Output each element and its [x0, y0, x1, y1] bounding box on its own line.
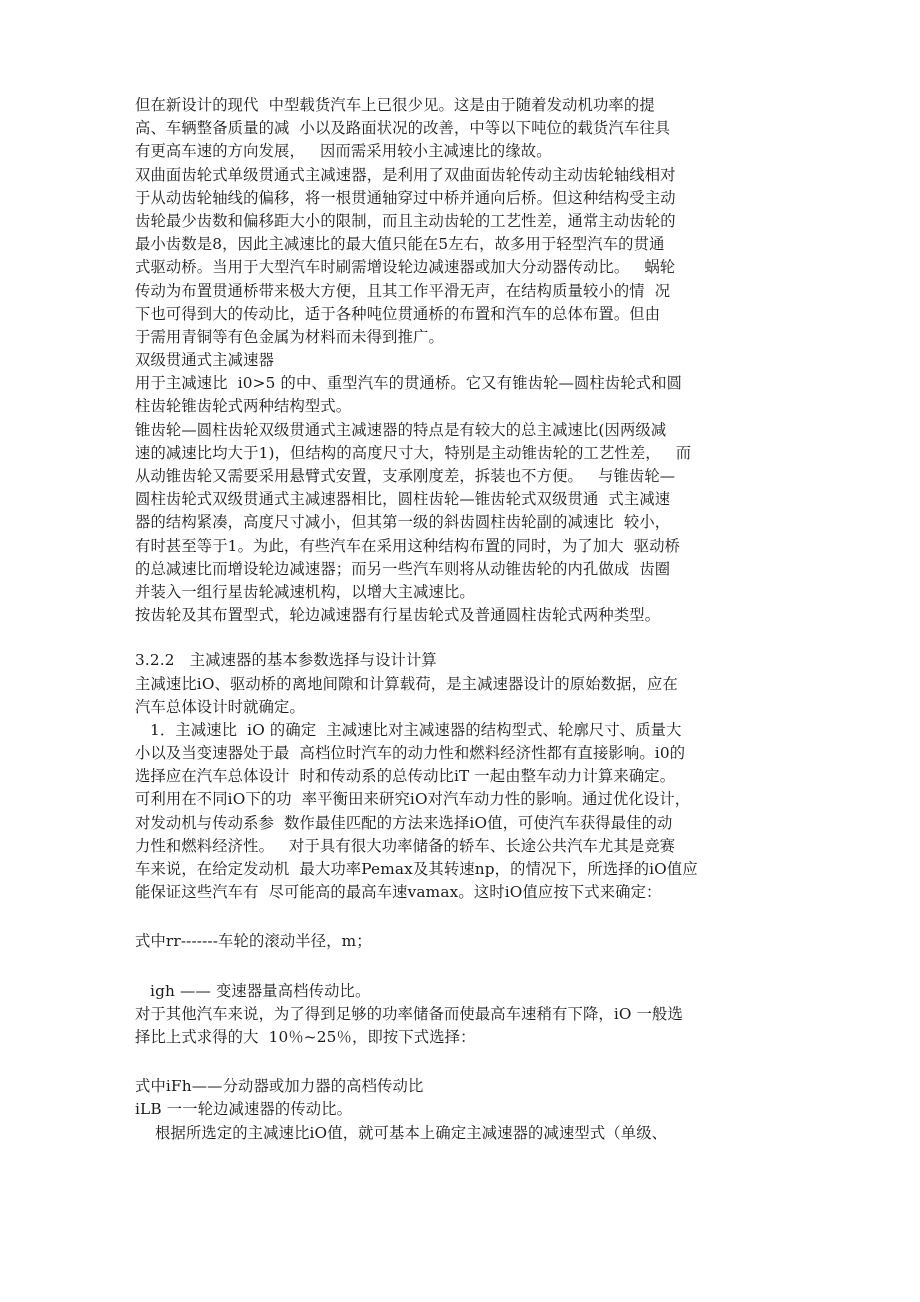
text-line: 汽车总体设计时就确定。: [135, 697, 305, 716]
formula-space-2: [135, 1049, 800, 1075]
text-line: 对发动机与传动系参 数作最佳匹配的方法来选择iO值，可使汽车获得最佳的动: [135, 813, 673, 832]
text-line: 用于主减速比 i0>5 的中、重型汽车的贯通桥。它又有锥齿轮—圆柱齿轮式和圆: [135, 374, 683, 393]
text-line: 并装入一组行星齿轮减速机构，以增大主减速比。: [135, 582, 475, 601]
text-line: 有更高车速的方向发展， 因而需采用较小主减速比的缘故。: [135, 142, 552, 161]
text-line: 圆柱齿轮式双级贯通式主减速器相比，圆柱齿轮—锥齿轮式双级贯通 式主减速: [135, 490, 671, 509]
document-page: [135, 94, 800, 1145]
text-line: 高、车辆整备质量的减 小以及路面状况的改善，中等以下吨位的载货汽车往具: [135, 119, 671, 138]
text-line: 的总减速比而增设轮边减速器；而另一些汽车则将从动锥齿轮的内孔做成 齿圈: [135, 559, 671, 578]
text-line: 传动为布置贯通桥带来极大方便，且其工作平滑无声，在结构质量较小的情 况: [135, 281, 671, 300]
text-line: 小以及当变速器处于最 高档位时汽车的动力性和燃料经济性都有直接影响。i0的: [135, 744, 686, 763]
text-line: 于从动齿轮轴线的偏移，将一根贯通轴穿过中桥并通向后桥。但这种结构受主动: [135, 188, 676, 207]
text-line: 齿轮最少齿数和偏移距大小的限制，而且主动齿轮的工艺性差，通常主动齿轮的: [135, 211, 676, 230]
text-line: 从动锥齿轮又需要采用悬臂式安置，支承刚度差，拆装也不方便。 与锥齿轮—: [135, 467, 676, 485]
text-line: 下也可得到大的传动比，适于各种吨位贯通桥的布置和汽车的总体布置。但由: [135, 304, 661, 323]
text-line: 主减速比iO、驱动桥的离地间隙和计算载荷，是主减速器设计的原始数据，应在: [135, 674, 678, 693]
spacer: [135, 954, 800, 980]
formula-note-ifh: 式中iFh——分动器或加力器的高档传动比: [135, 1077, 424, 1096]
formula-space-1: [135, 904, 800, 930]
text-line: 对于其他汽车来说，为了得到足够的功率储备而使最高车速稍有下降，iO 一般选: [135, 1004, 683, 1023]
text-line: 双曲面齿轮式单级贯通式主减速器，是利用了双曲面齿轮传动主动齿轮轴线相对: [135, 165, 676, 184]
text-line: 速的减速比均大于1)，但结构的高度尺寸大，特别是主动锥齿轮的工艺性差， 而: [135, 443, 692, 462]
text-line: 但在新设计的现代 中型载货汽车上已很少见。这是由于随着发动机功率的提: [135, 96, 655, 114]
text-line: 可利用在不同iO下的功 率平衡田来研究iO对汽车动力性的影响。通过优化设计，: [135, 790, 691, 809]
formula-note-igh: igh —— 变速器量高档传动比。: [135, 981, 371, 1000]
text-line: 最小齿数是8，因此主减速比的最大值只能在5左右，故多用于轻型汽车的贯通: [135, 235, 665, 254]
text-line: 式驱动桥。当用于大型汽车时刷需增设轮边减速器或加大分动器传动比。 蜗轮: [135, 258, 676, 277]
paragraph-block-2: [135, 673, 800, 905]
text-line: 锥齿轮—圆柱齿轮双级贯通式主减速器的特点是有较大的总主减速比(因两级减: [135, 420, 667, 439]
text-line: 器的结构紧凑，高度尺寸减小，但其第一级的斜齿圆柱齿轮副的减速比 较小，: [135, 513, 671, 532]
section-heading: 3.2.2 主减速器的基本参数选择与设计计算: [135, 651, 437, 670]
text-line: 力性和燃料经济性。 对于具有很大功率储备的轿车、长途公共汽车尤其是竞赛: [135, 836, 676, 855]
text-line: 双级贯通式主减速器: [135, 351, 275, 370]
last-line: 根据所选定的主减速比iO值，就可基本上确定主减速器的减速型式（单级、: [135, 1123, 668, 1142]
text-line: 能保证这些汽车有 尽可能高的最高车速vamax。这时iO值应按下式来确定：: [135, 883, 662, 902]
text-line: 柱齿轮锥齿轮式两种结构型式。: [135, 397, 352, 416]
text-line: 于需用青铜等有色金属为材料而未得到推广。: [135, 327, 444, 346]
spacer: [135, 627, 800, 649]
text-line: 选择应在汽车总体设计 时和传动系的总传动比iT 一起由整车动力计算来确定。: [135, 767, 676, 786]
paragraph-block-3: [135, 1003, 800, 1049]
text-line: 按齿轮及其布置型式，轮边减速器有行星齿轮式及普通圆柱齿轮式两种类型。: [135, 606, 661, 625]
formula-note-rr: 式中rr-------车轮的滚动半径，m；: [135, 932, 372, 951]
text-line: 1．主减速比 iO 的确定 主减速比对主减速器的结构型式、轮廓尺寸、质量大: [135, 720, 682, 739]
paragraph-block-1: [135, 94, 800, 627]
text-line: 择比上式求得的大 10％~25％，即按下式选择：: [135, 1027, 476, 1046]
text-line: 车来说，在给定发动机 最大功率Pemax及其转速np，的情况下，所选择的iO值应: [135, 860, 698, 878]
text-line: 有时甚至等于1。为此，有些汽车在采用这种结构布置的同时，为了加大 驱动桥: [135, 536, 681, 555]
formula-note-ilb: iLB 一一轮边减速器的传动比。: [135, 1100, 353, 1119]
